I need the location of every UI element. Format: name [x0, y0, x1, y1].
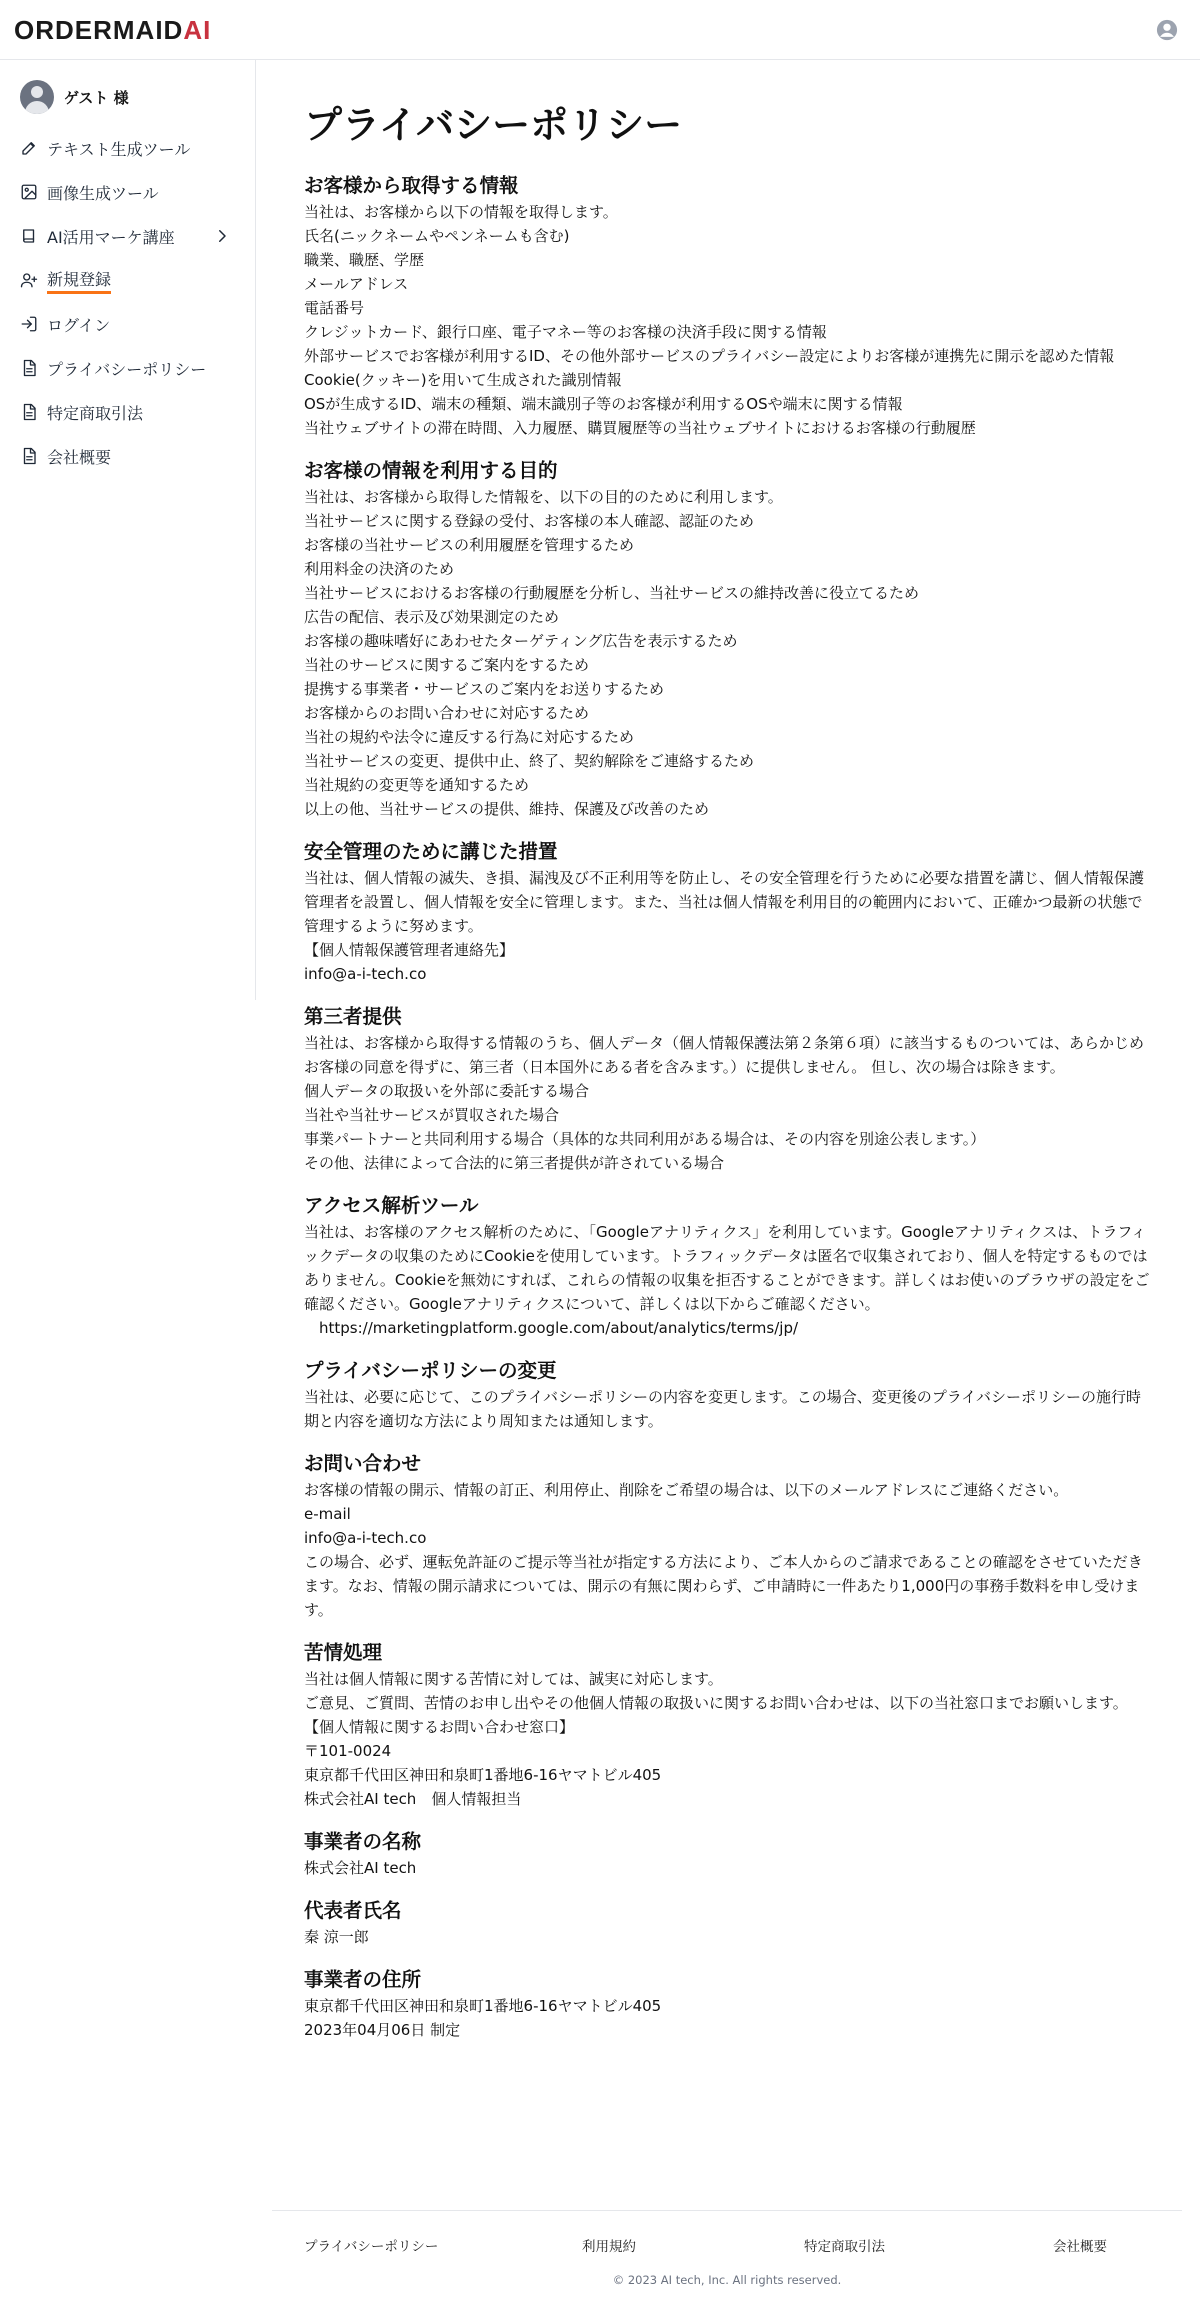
sidebar [0, 60, 256, 1000]
section-heading: お問い合わせ [304, 1452, 422, 1475]
sidebar-item-label: テキスト生成ツール [47, 139, 191, 159]
section-body: 株式会社AI tech [304, 1859, 417, 1877]
section-heading: アクセス解析ツール [304, 1194, 479, 1217]
section-body: 東京都千代田区神田和泉町1番地6-16ヤマトビル405 2023年04月06日 制定 [304, 1997, 662, 2039]
logo-ai: AI [183, 15, 212, 45]
sidebar-item-label: 画像生成ツール [47, 183, 159, 203]
sidebar-nav [20, 126, 242, 478]
section-analytics [304, 1192, 1154, 1340]
section-heading: プライバシーポリシーの変更 [304, 1359, 557, 1382]
section-heading: お客様の情報を利用する目的 [304, 459, 558, 482]
user-plus-icon [20, 271, 38, 289]
section-heading: 苦情処理 [304, 1641, 383, 1664]
sidebar-item-ai-course[interactable] [20, 214, 242, 258]
section-body: 当社は、お客様から以下の情報を取得します。 氏名(ニックネームやペンネームも含む) 職業、職歴、学歴 メールアドレス 電話番号 クレジットカード、銀行口座、電子マネー等のお客様の決済手段に関する情報 外部サービスでお客様が利用するID、その他外部サービスのプライバシー設定によりお客様が連携先に開示を認めた情報 Cookie(クッキー)を用いて生成された識別情報 OSが生成するID、端末の種類、端末識別子等のお客様が利用するOSや端末に関する情報 当社ウェブサイトの滞在時間、入力履歴、購買履歴等の当社ウェブサイトにおけるお客様の行動履歴 [304, 203, 1115, 437]
sidebar-user[interactable] [20, 80, 129, 114]
sidebar-item-label: ログイン [47, 315, 111, 335]
footer-link-company[interactable]: 会社概要 [1053, 2239, 1107, 2255]
avatar [20, 80, 54, 114]
section-body: 当社は、お客様から取得した情報を、以下の目的のために利用します。 当社サービスに関する登録の受付、お客様の本人確認、認証のため お客様の当社サービスの利用履歴を管理するため 利用料金の決済のため 当社サービスにおけるお客様の行動履歴を分析し、当社サービスの維持改善に役立てるため 広告の配信、表示及び効果測定のため お客様の趣味嗜好にあわせたターゲティング広告を表示するため 当社のサービスに関するご案内をするため 提携する事業者・サービスのご案内をお送りするため お客様からのお問い合わせに対応するため 当社の規約や法令に違反する行為に対応するため 当社サービスの変更、提供中止、終了、契約解除をご連絡するため 当社規約の変更等を通知するため 以上の他、当社サービスの提供、維持、保護及び改善のため [304, 488, 920, 818]
sidebar-item-privacy[interactable] [20, 346, 242, 390]
sidebar-item-label: AI活用マーケ講座 [47, 227, 175, 247]
sidebar-item-company[interactable] [20, 434, 242, 478]
logo[interactable] [14, 15, 211, 45]
section-heading: 事業者の名称 [304, 1830, 422, 1853]
section-heading: お客様から取得する情報 [304, 174, 519, 197]
section-third-party [304, 1003, 1154, 1175]
sidebar-item-image-tool[interactable] [20, 170, 242, 214]
section-business-name [304, 1828, 1154, 1880]
user-circle-icon[interactable] [1156, 19, 1178, 41]
top-header [0, 0, 1200, 60]
section-heading: 第三者提供 [304, 1005, 402, 1028]
section-business-address [304, 1966, 1154, 2042]
footer-links [272, 2235, 1182, 2259]
section-heading: 代表者氏名 [304, 1899, 402, 1922]
chevron-right-icon[interactable] [213, 227, 231, 245]
section-body: 秦 涼一郎 [304, 1928, 369, 1946]
section-policy-change [304, 1357, 1154, 1433]
section-body: 当社は、個人情報の滅失、き損、漏洩及び不正利用等を防止し、その安全管理を行うために必要な措置を講じ、個人情報保護管理者を設置し、個人情報を安全に管理します。また、当社は個人情報を利用目的の範囲内において、正確かつ最新の状態で管理するように努めます。 【個人情報保護管理者連絡先】 info@a-i-tech.co [304, 869, 1145, 983]
sidebar-item-register[interactable] [20, 258, 242, 302]
section-body: 当社は、お客様から取得する情報のうち、個人データ（個人情報保護法第２条第６項）に該当するものついては、あらかじめお客様の同意を得ずに、第三者（日本国外にある者を含みます。）に提供しません。 但し、次の場合は除きます。 個人データの取扱いを外部に委託する場合 当社や当社サービスが買収された場合 事業パートナーと共同利用する場合（具体的な共同利用がある場合は、その内容を別途公表します。） その他、法律によって合法的に第三者提供が許されている場合 [304, 1034, 1145, 1172]
copyright: © 2023 AI tech, Inc. All rights reserved. [612, 2273, 842, 2287]
section-contact [304, 1450, 1154, 1622]
page-title: プライバシーポリシー [304, 103, 683, 147]
logo-text: ORDERMAID [14, 15, 184, 45]
login-icon [20, 315, 38, 333]
sidebar-item-commerce-law[interactable] [20, 390, 242, 434]
footer-link-commerce-law[interactable]: 特定商取引法 [804, 2239, 885, 2255]
section-representative [304, 1897, 1154, 1949]
section-body: 当社は、お客様のアクセス解析のために、「Googleアナリティクス」を利用しています。Googleアナリティクスは、トラフィックデータの収集のためにCookieを使用しています。トラフィックデータは匿名で収集されており、個人を特定するものではありません。Cookieを無効にすれば、これらの情報の収集を拒否することができます。詳しくはお使いのブラウザの設定をご確認ください。Googleアナリティクスについて、詳しくは以下からご確認ください。 https://marketingplatform.google.com/about/analytics/terms/jp/ [304, 1223, 1150, 1337]
book-icon [20, 227, 38, 245]
sidebar-item-text-tool[interactable] [20, 126, 242, 170]
sidebar-item-login[interactable] [20, 302, 242, 346]
section-purpose [304, 457, 1154, 821]
section-collected-info [304, 172, 1154, 440]
document-icon [20, 447, 38, 465]
pencil-icon [20, 139, 38, 157]
footer-link-terms[interactable]: 利用規約 [582, 2239, 636, 2255]
section-body: 当社は個人情報に関する苦情に対しては、誠実に対応します。 ご意見、ご質問、苦情のお申し出やその他個人情報の取扱いに関するお問い合わせは、以下の当社窓口までお願いします。 【個人情報に関するお問い合わせ窓口】 〒101-0024 東京都千代田区神田和泉町1番地6-16ヤマトビル405 株式会社AI tech 個人情報担当 [304, 1670, 1128, 1808]
sidebar-item-label: 会社概要 [47, 447, 112, 467]
sidebar-item-label: 特定商取引法 [47, 403, 144, 423]
sidebar-item-label: プライバシーポリシー [47, 359, 207, 379]
section-heading: 事業者の住所 [304, 1968, 422, 1991]
sidebar-user-name: ゲスト 様 [64, 88, 129, 107]
main-content [304, 100, 1154, 2059]
image-icon [20, 183, 38, 201]
sidebar-item-label: 新規登録 [47, 267, 111, 294]
section-heading: 安全管理のために講じた措置 [304, 840, 558, 863]
footer [272, 2210, 1182, 2302]
document-icon [20, 403, 38, 421]
section-security [304, 838, 1154, 986]
section-complaints [304, 1639, 1154, 1811]
section-body: 当社は、必要に応じて、このプライバシーポリシーの内容を変更します。この場合、変更後のプライバシーポリシーの施行時期と内容を適切な方法により周知または通知します。 [304, 1388, 1142, 1430]
document-icon [20, 359, 38, 377]
footer-link-privacy[interactable]: プライバシーポリシー [304, 2239, 439, 2255]
section-body: お客様の情報の開示、情報の訂正、利用停止、削除をご希望の場合は、以下のメールアドレスにご連絡ください。 e-mail info@a-i-tech.co この場合、必ず、運転免許証のご提示等当社が指定する方法により、ご本人からのご請求であることの確認をさせていただきます。なお、情報の開示請求については、開示の有無に関わらず、ご申請時に一件あたり1,000円の事務手数料を申し受けます。 [304, 1481, 1143, 1619]
